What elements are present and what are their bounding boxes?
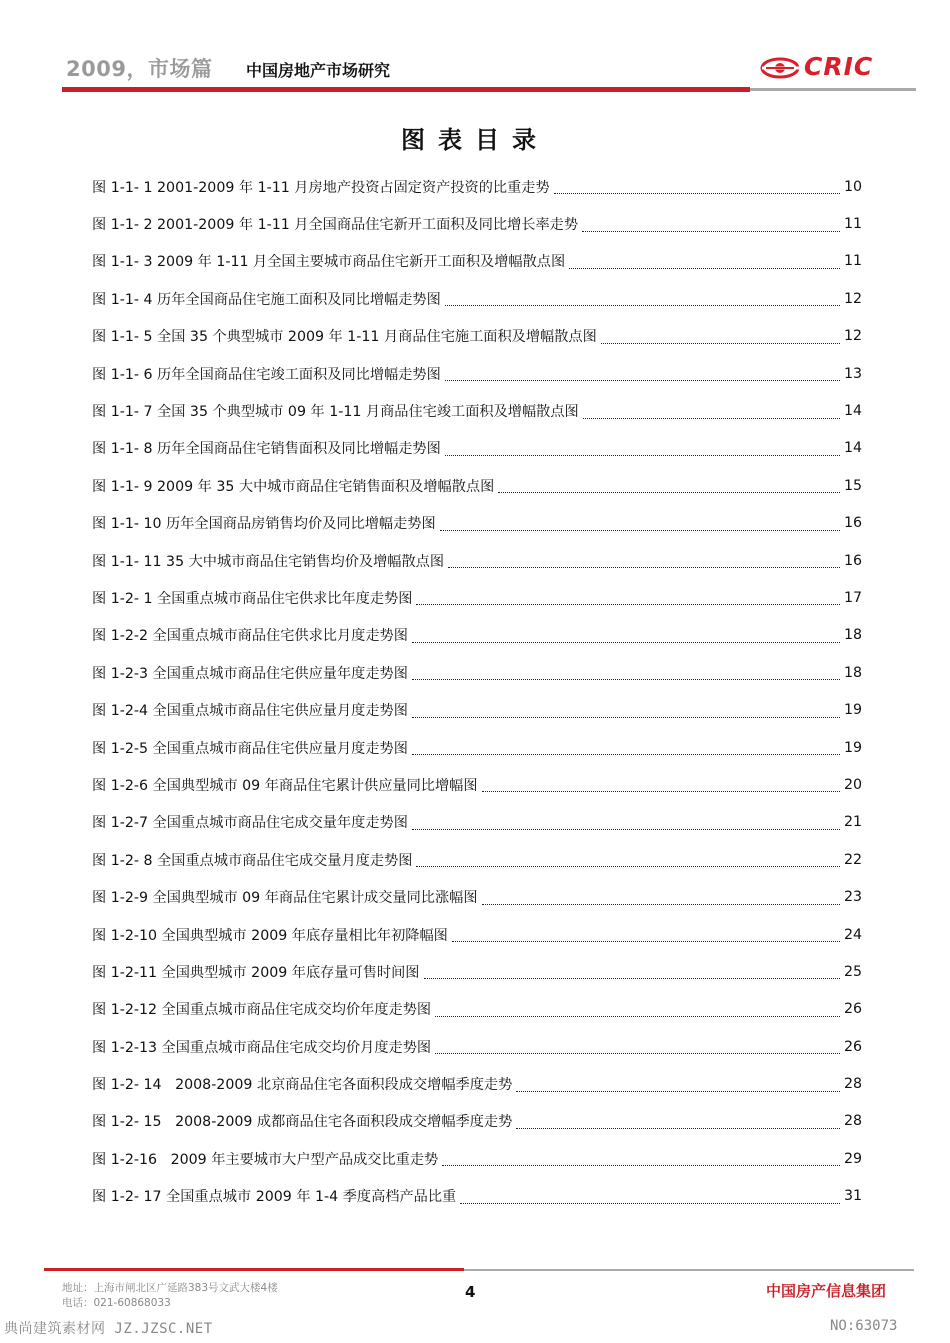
toc-entry-page: 28 <box>843 1113 862 1130</box>
watermark-left: 典尚建筑素材网 JZ.JZSC.NET <box>4 1321 213 1337</box>
footer-rule-grey <box>464 1269 914 1271</box>
toc-entry-label: 图 1-2-9 全国典型城市 09 年商品住宅累计成交量同比涨幅图 <box>92 890 478 907</box>
toc-entry-page: 16 <box>843 515 862 532</box>
toc-entry-page: 18 <box>843 627 862 644</box>
toc-leader-dots <box>569 254 840 269</box>
eye-logo-icon <box>760 54 804 82</box>
toc-entry[interactable] <box>92 205 862 242</box>
toc-entry-label: 图 1-2-11 全国典型城市 2009 年底存量可售时间图 <box>92 964 420 981</box>
toc-entry[interactable] <box>92 691 862 728</box>
toc-entry-page: 11 <box>843 216 862 233</box>
toc-leader-dots <box>516 1077 840 1092</box>
toc-leader-dots <box>424 964 840 979</box>
toc-entry[interactable] <box>92 916 862 953</box>
toc-entry-page: 17 <box>843 589 862 606</box>
toc-entry-page: 19 <box>843 702 862 719</box>
watermark-right: NO:63073 <box>830 1318 898 1334</box>
toc-entry-label: 图 1-2- 14 2008-2009 北京商品住宅各面积段成交增幅季度走势 <box>92 1077 513 1094</box>
toc-leader-dots <box>601 329 840 344</box>
toc-leader-dots <box>442 1151 840 1166</box>
toc-leader-dots <box>482 777 840 792</box>
header-year-section: 2009，市场篇 <box>66 57 213 81</box>
toc-entry-label: 图 1-2-6 全国典型城市 09 年商品住宅累计供应量同比增幅图 <box>92 777 478 794</box>
toc-entry-page: 10 <box>843 178 862 195</box>
toc-entry-label: 图 1-2-16 2009 年主要城市大户型产品成交比重走势 <box>92 1151 439 1168</box>
toc-entry[interactable] <box>92 355 862 392</box>
toc-entry[interactable] <box>92 542 862 579</box>
toc-entry-label: 图 1-2-5 全国重点城市商品住宅供应量月度走势图 <box>92 740 408 757</box>
header-title: 中国房地产市场研究 <box>246 61 391 80</box>
toc-entry-page: 14 <box>843 403 862 420</box>
toc-entry-label: 图 1-2-4 全国重点城市商品住宅供应量月度走势图 <box>92 703 408 720</box>
logo-text: CRIC <box>804 52 874 81</box>
toc-entry[interactable] <box>92 280 862 317</box>
toc-leader-dots <box>412 703 840 718</box>
toc-entry-label: 图 1-2- 1 全国重点城市商品住宅供求比年度走势图 <box>92 590 413 607</box>
toc-entry[interactable] <box>92 579 862 616</box>
toc-leader-dots <box>412 815 840 830</box>
toc-entry-page: 18 <box>843 664 862 681</box>
footer-rule-red <box>44 1268 464 1271</box>
toc-entry[interactable] <box>92 991 862 1028</box>
toc-entry-page: 13 <box>843 365 862 382</box>
toc-entry-label: 图 1-1- 7 全国 35 个典型城市 09 年 1-11 月商品住宅竣工面积及增幅散点图 <box>92 404 579 421</box>
toc-entry-label: 图 1-1- 3 2009 年 1-11 月全国主要城市商品住宅新开工面积及增幅散点图 <box>92 254 566 271</box>
header-rule-grey <box>750 88 916 91</box>
toc-entry[interactable] <box>92 318 862 355</box>
toc-entry-label: 图 1-1- 9 2009 年 35 大中城市商品住宅销售面积及增幅散点图 <box>92 478 495 495</box>
toc-entry-page: 26 <box>843 1038 862 1055</box>
toc-leader-dots <box>482 890 840 905</box>
toc-entry[interactable] <box>92 804 862 841</box>
toc-leader-dots <box>440 516 840 531</box>
toc-entry-label: 图 1-1- 1 2001-2009 年 1-11 月房地产投资占固定资产投资的比重走势 <box>92 179 550 196</box>
toc-entry-page: 12 <box>843 328 862 345</box>
toc-entry-label: 图 1-1- 2 2001-2009 年 1-11 月全国商品住宅新开工面积及同比增长率走势 <box>92 217 579 234</box>
toc-entry-label: 图 1-1- 6 历年全国商品住宅竣工面积及同比增幅走势图 <box>92 366 441 383</box>
toc-entry[interactable] <box>92 392 862 429</box>
toc-entry-page: 19 <box>843 739 862 756</box>
toc-entry-page: 16 <box>843 552 862 569</box>
toc-entry-page: 23 <box>843 889 862 906</box>
toc-leader-dots <box>445 441 840 456</box>
toc-entry-page: 15 <box>843 477 862 494</box>
toc-entry-label: 图 1-2-12 全国重点城市商品住宅成交均价年度走势图 <box>92 1002 432 1019</box>
footer-address-block <box>62 1281 278 1311</box>
toc-leader-dots <box>516 1114 840 1129</box>
toc-entry-label: 图 1-1- 4 历年全国商品住宅施工面积及同比增幅走势图 <box>92 291 441 308</box>
header-rule-red <box>62 87 750 92</box>
toc-entry[interactable] <box>92 617 862 654</box>
toc-leader-dots <box>435 1002 840 1017</box>
footer-company: 中国房产信息集团 <box>766 1282 887 1300</box>
toc-entry-page: 21 <box>843 814 862 831</box>
toc-entry-label: 图 1-2-7 全国重点城市商品住宅成交量年度走势图 <box>92 815 408 832</box>
toc-entry-label: 图 1-1- 5 全国 35 个典型城市 2009 年 1-11 月商品住宅施工面积及增幅散点图 <box>92 329 597 346</box>
document-title: 图表目录 <box>401 126 549 154</box>
toc-entry-label: 图 1-2-10 全国典型城市 2009 年底存量相比年初降幅图 <box>92 927 448 944</box>
toc-entry-page: 25 <box>843 963 862 980</box>
toc-entry[interactable] <box>92 654 862 691</box>
toc-entry[interactable] <box>92 243 862 280</box>
toc-leader-dots <box>460 1189 840 1204</box>
toc-entry-page: 24 <box>843 926 862 943</box>
toc-entry-label: 图 1-1- 8 历年全国商品住宅销售面积及同比增幅走势图 <box>92 441 441 458</box>
table-of-figures <box>92 168 862 1215</box>
toc-entry[interactable] <box>92 168 862 205</box>
toc-entry-page: 31 <box>843 1188 862 1205</box>
toc-entry-page: 26 <box>843 1001 862 1018</box>
footer-address: 地址：上海市闸北区广延路383号文武大楼4楼 <box>62 1282 278 1294</box>
toc-entry-label: 图 1-2-2 全国重点城市商品住宅供求比月度走势图 <box>92 628 408 645</box>
toc-entry-page: 22 <box>843 851 862 868</box>
page-number: 4 <box>465 1283 476 1301</box>
toc-entry-page: 12 <box>843 290 862 307</box>
toc-leader-dots <box>498 478 840 493</box>
toc-entry-page: 28 <box>843 1076 862 1093</box>
toc-leader-dots <box>416 852 840 867</box>
toc-entry[interactable] <box>92 1178 862 1215</box>
toc-entry[interactable] <box>92 1065 862 1102</box>
toc-entry-label: 图 1-2- 17 全国重点城市 2009 年 1-4 季度高档产品比重 <box>92 1189 457 1206</box>
footer-phone: 电话：021-60868033 <box>62 1297 171 1309</box>
toc-leader-dots <box>412 740 840 755</box>
toc-leader-dots <box>435 1039 840 1054</box>
toc-entry-page: 29 <box>843 1150 862 1167</box>
toc-entry-label: 图 1-2- 8 全国重点城市商品住宅成交量月度走势图 <box>92 852 413 869</box>
toc-entry[interactable] <box>92 467 862 504</box>
toc-leader-dots <box>416 590 840 605</box>
toc-leader-dots <box>582 217 840 232</box>
toc-entry[interactable] <box>92 878 862 915</box>
toc-entry-page: 14 <box>843 440 862 457</box>
toc-leader-dots <box>452 927 840 942</box>
toc-entry[interactable] <box>92 1103 862 1140</box>
toc-entry-label: 图 1-2-13 全国重点城市商品住宅成交均价月度走势图 <box>92 1039 432 1056</box>
toc-entry-label: 图 1-1- 11 35 大中城市商品住宅销售均价及增幅散点图 <box>92 553 445 570</box>
toc-entry[interactable] <box>92 1140 862 1177</box>
toc-leader-dots <box>412 665 840 680</box>
toc-entry-label: 图 1-2-3 全国重点城市商品住宅供应量年度走势图 <box>92 665 408 682</box>
toc-entry-label: 图 1-2- 15 2008-2009 成都商品住宅各面积段成交增幅季度走势 <box>92 1114 513 1131</box>
toc-entry-label: 图 1-1- 10 历年全国商品房销售均价及同比增幅走势图 <box>92 516 436 533</box>
toc-leader-dots <box>445 366 840 381</box>
toc-entry-page: 11 <box>843 253 862 270</box>
toc-leader-dots <box>583 404 840 419</box>
toc-leader-dots <box>445 291 840 306</box>
toc-entry[interactable] <box>92 505 862 542</box>
cric-logo <box>760 54 910 82</box>
toc-leader-dots <box>448 553 840 568</box>
toc-entry[interactable] <box>92 430 862 467</box>
toc-entry[interactable] <box>92 766 862 803</box>
toc-entry[interactable] <box>92 953 862 990</box>
toc-entry[interactable] <box>92 841 862 878</box>
toc-entry[interactable] <box>92 729 862 766</box>
page-header <box>0 0 950 100</box>
toc-entry-page: 20 <box>843 776 862 793</box>
toc-leader-dots <box>412 628 840 643</box>
toc-entry[interactable] <box>92 1028 862 1065</box>
toc-leader-dots <box>554 179 840 194</box>
